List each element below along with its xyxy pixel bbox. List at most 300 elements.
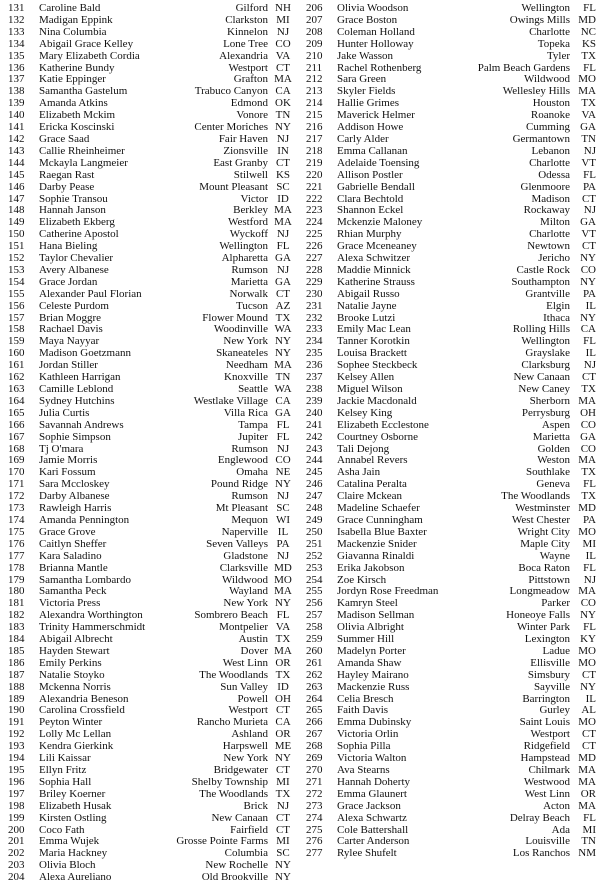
entry-city: Zionsville bbox=[223, 144, 268, 157]
entry-number: 137 bbox=[8, 73, 25, 86]
entry-number: 250 bbox=[306, 525, 323, 538]
entry-name: Giavanna Rinaldi bbox=[337, 550, 415, 562]
entry-state: OK bbox=[275, 97, 291, 110]
entry-city: Bridgewater bbox=[213, 764, 268, 776]
entry-state: GA bbox=[580, 121, 596, 134]
entry-name: Brooke Lutzi bbox=[337, 312, 396, 324]
roster-row bbox=[306, 670, 596, 682]
entry-name: Sophia Hall bbox=[39, 776, 92, 788]
entry-name: Alexa Schwitzer bbox=[337, 253, 410, 265]
entry-city: Clarksville bbox=[219, 561, 268, 574]
entry-city: Boca Raton bbox=[518, 561, 570, 574]
entry-state: FL bbox=[276, 430, 290, 443]
entry-name: Samantha Lombardo bbox=[39, 574, 131, 586]
entry-number: 231 bbox=[306, 299, 323, 312]
entry-state: NY bbox=[580, 252, 596, 265]
entry-state: CO bbox=[580, 263, 596, 276]
entry-state: PA bbox=[276, 537, 290, 550]
entry-state: CA bbox=[275, 716, 291, 729]
entry-city: Lone Tree bbox=[223, 37, 268, 50]
entry-state: MO bbox=[578, 644, 596, 657]
entry-city: Castle Rock bbox=[516, 263, 570, 276]
entry-city: Saint Louis bbox=[519, 716, 570, 729]
entry-name: Hayley Mairano bbox=[337, 669, 409, 681]
entry-number: 164 bbox=[8, 394, 25, 407]
entry-city: Lexington bbox=[524, 633, 570, 646]
entry-state: AL bbox=[581, 704, 596, 717]
entry-city: Westwood bbox=[523, 775, 570, 788]
entry-state: CA bbox=[275, 85, 291, 98]
entry-state: NJ bbox=[583, 573, 596, 586]
entry-name: Alexandra Worthington bbox=[39, 610, 143, 622]
entry-name: Kirsten Ostling bbox=[39, 812, 107, 824]
entry-state: CO bbox=[580, 418, 596, 431]
entry-number: 179 bbox=[8, 573, 25, 586]
entry-state: TX bbox=[581, 97, 596, 110]
entry-name: Callie Rheinheimer bbox=[39, 145, 125, 157]
entry-state: MA bbox=[274, 644, 292, 657]
roster-row bbox=[8, 860, 298, 872]
roster-row bbox=[306, 301, 596, 313]
entry-city: Englewood bbox=[217, 454, 268, 467]
entry-state: CT bbox=[581, 371, 596, 384]
entry-number: 225 bbox=[306, 228, 323, 241]
entry-number: 259 bbox=[306, 633, 323, 646]
roster-row bbox=[8, 420, 298, 432]
entry-name: Sara Mccloskey bbox=[39, 479, 110, 491]
entry-number: 143 bbox=[8, 144, 25, 157]
entry-number: 266 bbox=[306, 716, 323, 729]
entry-number: 189 bbox=[8, 692, 25, 705]
entry-state: GA bbox=[580, 216, 596, 229]
roster-row bbox=[306, 658, 596, 670]
entry-name: Olivia Albright bbox=[337, 622, 404, 634]
entry-city: Columbia bbox=[224, 847, 268, 860]
entry-name: Summer Hill bbox=[337, 634, 395, 646]
entry-name: Amanda Pennington bbox=[39, 514, 130, 526]
entry-number: 158 bbox=[8, 323, 25, 336]
roster-row bbox=[8, 836, 298, 848]
entry-state: OH bbox=[275, 692, 291, 705]
entry-city: Westport bbox=[530, 728, 570, 741]
roster-row bbox=[306, 682, 596, 694]
entry-state: CT bbox=[581, 728, 596, 741]
entry-number: 216 bbox=[306, 121, 323, 134]
entry-name: Grace Grove bbox=[39, 526, 96, 538]
entry-name: Victoria Press bbox=[39, 598, 101, 610]
entry-city: Rumson bbox=[231, 442, 268, 455]
entry-number: 152 bbox=[8, 252, 25, 265]
entry-number: 261 bbox=[306, 656, 323, 669]
entry-city: Rumson bbox=[231, 263, 268, 276]
entry-name: Grace Jordan bbox=[39, 276, 98, 288]
entry-number: 197 bbox=[8, 787, 25, 800]
entry-number: 215 bbox=[306, 109, 323, 122]
roster-row bbox=[8, 289, 298, 301]
entry-name: Mckayla Langmeier bbox=[39, 157, 128, 169]
entry-city: Rumson bbox=[231, 490, 268, 503]
entry-name: Jamie Morris bbox=[39, 455, 98, 467]
entry-name: Carly Alder bbox=[337, 133, 389, 145]
entry-number: 232 bbox=[306, 311, 323, 324]
entry-name: Grace Jackson bbox=[337, 800, 401, 812]
entry-name: Grace Mceneaney bbox=[337, 241, 417, 253]
entry-number: 214 bbox=[306, 97, 323, 110]
entry-city: Simsbury bbox=[527, 668, 570, 681]
roster-row bbox=[8, 182, 298, 194]
entry-number: 139 bbox=[8, 97, 25, 110]
entry-state: KY bbox=[580, 633, 596, 646]
entry-state: ID bbox=[277, 680, 289, 693]
entry-state: VA bbox=[581, 109, 596, 122]
entry-number: 202 bbox=[8, 847, 25, 860]
entry-city: Odessa bbox=[538, 168, 570, 181]
entry-name: Clara Bechtold bbox=[337, 193, 404, 205]
entry-city: Westminster bbox=[515, 502, 570, 515]
roster-row bbox=[306, 289, 596, 301]
entry-city: Woodinville bbox=[213, 323, 268, 336]
entry-name: Sophee Steckbeck bbox=[337, 360, 418, 372]
entry-state: WA bbox=[274, 383, 292, 395]
entry-number: 268 bbox=[306, 740, 323, 753]
entry-state: GA bbox=[580, 430, 596, 443]
entry-state: NJ bbox=[276, 228, 290, 241]
entry-city: Westport bbox=[228, 61, 268, 74]
entry-city: Gurley bbox=[539, 704, 570, 717]
entry-state: FL bbox=[583, 478, 596, 491]
entry-name: Natalie Jayne bbox=[337, 300, 397, 312]
entry-state: FL bbox=[583, 2, 596, 14]
entry-name: Amanda Shaw bbox=[337, 657, 402, 669]
entry-city: Brick bbox=[243, 799, 268, 812]
entry-city: Wildwood bbox=[524, 73, 570, 86]
entry-number: 194 bbox=[8, 752, 25, 765]
entry-city: Houston bbox=[532, 97, 570, 110]
entry-state: MA bbox=[578, 454, 596, 467]
entry-number: 273 bbox=[306, 799, 323, 812]
entry-city: Wellesley Hills bbox=[502, 85, 570, 98]
entry-name: Maya Nayyar bbox=[39, 336, 100, 348]
entry-city: Louisville bbox=[525, 835, 570, 848]
roster-row bbox=[8, 301, 298, 313]
entry-state: NY bbox=[275, 597, 291, 610]
entry-number: 257 bbox=[306, 609, 323, 622]
entry-number: 178 bbox=[8, 561, 25, 574]
entry-name: Victoria Walton bbox=[337, 753, 407, 765]
entry-city: Mt Pleasant bbox=[215, 502, 268, 515]
entry-number: 264 bbox=[306, 692, 323, 705]
entry-name: Emma Dubinsky bbox=[337, 717, 412, 729]
entry-city: Charlotte bbox=[529, 25, 570, 38]
entry-name: Coco Fath bbox=[39, 824, 85, 836]
entry-name: Lolly Mc Lellan bbox=[39, 729, 112, 741]
entry-state: IL bbox=[585, 549, 596, 562]
entry-state: NY bbox=[275, 335, 291, 348]
entry-state: MO bbox=[578, 656, 596, 669]
entry-number: 204 bbox=[8, 871, 25, 884]
entry-name: Taylor Chevalier bbox=[39, 253, 114, 265]
entry-city: Wyckoff bbox=[229, 228, 268, 241]
entry-name: Abigail Albrecht bbox=[39, 634, 113, 646]
entry-state: NJ bbox=[276, 549, 290, 562]
entry-name: Madison Sellman bbox=[337, 610, 415, 622]
entry-city: Mount Pleasant bbox=[199, 180, 268, 193]
entry-number: 195 bbox=[8, 764, 25, 776]
entry-number: 191 bbox=[8, 716, 25, 729]
entry-number: 233 bbox=[306, 323, 323, 336]
roster-row bbox=[306, 408, 596, 420]
entry-name: Hallie Grimes bbox=[337, 98, 400, 110]
entry-state: KS bbox=[581, 37, 596, 50]
roster-row bbox=[8, 682, 298, 694]
entry-name: Grace Saad bbox=[39, 133, 90, 145]
entry-state: CT bbox=[581, 668, 596, 681]
roster-row bbox=[306, 39, 596, 51]
entry-city: Madison bbox=[531, 192, 570, 205]
entry-number: 213 bbox=[306, 85, 323, 98]
entry-name: Sydney Hutchins bbox=[39, 395, 115, 407]
entry-city: Omaha bbox=[236, 466, 268, 479]
entry-name: Celeste Purdom bbox=[39, 300, 109, 312]
entry-city: Seattle bbox=[238, 383, 268, 395]
roster-row bbox=[8, 670, 298, 682]
entry-state: MO bbox=[578, 716, 596, 729]
entry-state: MI bbox=[582, 823, 596, 836]
entry-city: The Woodlands bbox=[199, 668, 268, 681]
entry-city: Montpelier bbox=[219, 621, 268, 634]
entry-city: Old Brookville bbox=[201, 871, 268, 884]
roster-row bbox=[8, 813, 298, 825]
entry-city: Fairfield bbox=[230, 823, 268, 836]
entry-number: 187 bbox=[8, 668, 25, 681]
entry-state: FL bbox=[583, 621, 596, 634]
entry-name: Ava Stearns bbox=[337, 765, 390, 776]
entry-city: Charlotte bbox=[529, 156, 570, 169]
entry-state: NY bbox=[580, 275, 596, 288]
entry-state: CO bbox=[580, 597, 596, 610]
entry-city: Los Ranchos bbox=[512, 847, 570, 860]
entry-name: Ericka Koscinski bbox=[39, 122, 115, 134]
entry-city: Tyler bbox=[546, 49, 570, 62]
entry-number: 245 bbox=[306, 466, 323, 479]
entry-number: 240 bbox=[306, 406, 323, 419]
roster-row bbox=[306, 51, 596, 63]
entry-city: Parker bbox=[541, 597, 570, 610]
entry-number: 230 bbox=[306, 287, 323, 300]
entry-state: MO bbox=[578, 73, 596, 86]
entry-state: TX bbox=[581, 490, 596, 503]
roster-row bbox=[8, 146, 298, 158]
entry-state: OR bbox=[580, 787, 596, 800]
entry-number: 238 bbox=[306, 383, 323, 395]
entry-state: IN bbox=[277, 144, 289, 157]
entry-city: East Granby bbox=[213, 156, 268, 169]
entry-city: Charlotte bbox=[529, 228, 570, 241]
entry-city: Hampstead bbox=[520, 752, 570, 765]
entry-number: 227 bbox=[306, 252, 323, 265]
entry-state: CO bbox=[275, 37, 291, 50]
entry-name: Catalina Peralta bbox=[337, 479, 407, 491]
entry-name: Jordyn Rose Freedman bbox=[337, 586, 439, 598]
roster-row bbox=[8, 789, 298, 801]
entry-name: Kamryn Steel bbox=[337, 598, 398, 610]
entry-number: 136 bbox=[8, 61, 25, 74]
entry-state: NY bbox=[275, 121, 291, 134]
entry-name: Rachel Rothenberg bbox=[337, 62, 422, 74]
roster-row bbox=[306, 539, 596, 551]
entry-name: Brian Moggre bbox=[39, 312, 102, 324]
entry-number: 153 bbox=[8, 263, 25, 276]
entry-number: 219 bbox=[306, 156, 323, 169]
entry-name: Mackenzie Snider bbox=[337, 538, 417, 550]
entry-name: Avery Albanese bbox=[39, 264, 109, 276]
entry-number: 151 bbox=[8, 240, 25, 253]
roster-row bbox=[306, 146, 596, 158]
entry-state: MO bbox=[578, 525, 596, 538]
entry-state: PA bbox=[582, 287, 596, 300]
entry-city: Tampa bbox=[238, 418, 268, 431]
roster-row bbox=[8, 277, 298, 289]
entry-name: Cole Battershall bbox=[337, 824, 409, 836]
entry-name: Abigail Grace Kelley bbox=[39, 38, 134, 50]
entry-name: Louisa Brackett bbox=[337, 348, 407, 360]
entry-city: Shelby Township bbox=[191, 775, 268, 788]
entry-name: Brianna Mantle bbox=[39, 562, 108, 574]
entry-name: Darby Albanese bbox=[39, 491, 110, 503]
entry-city: Wayland bbox=[229, 585, 268, 598]
entry-number: 265 bbox=[306, 704, 323, 717]
entry-city: Ladue bbox=[542, 644, 570, 657]
entry-number: 156 bbox=[8, 299, 25, 312]
entry-state: WI bbox=[275, 513, 291, 526]
entry-number: 145 bbox=[8, 168, 25, 181]
entry-number: 165 bbox=[8, 406, 25, 419]
entry-city: Aspen bbox=[541, 418, 570, 431]
entry-state: NJ bbox=[276, 132, 290, 145]
entry-state: VT bbox=[581, 156, 596, 169]
entry-city: Berkley bbox=[233, 204, 268, 217]
entry-number: 206 bbox=[306, 2, 323, 14]
entry-city: Rockaway bbox=[523, 204, 570, 217]
roster-row bbox=[8, 158, 298, 170]
entry-name: Emma Glaunert bbox=[337, 788, 407, 800]
entry-city: Westport bbox=[228, 704, 268, 717]
entry-state: FL bbox=[583, 561, 596, 574]
entry-city: Ellisville bbox=[530, 656, 570, 669]
entry-number: 226 bbox=[306, 240, 323, 253]
entry-city: Sayville bbox=[533, 680, 570, 693]
entry-city: Grosse Pointe Farms bbox=[176, 835, 268, 848]
entry-name: Briley Koerner bbox=[39, 788, 106, 800]
entry-city: Delray Beach bbox=[509, 811, 570, 824]
entry-city: Trabuco Canyon bbox=[194, 85, 268, 98]
entry-state: MD bbox=[578, 13, 596, 26]
entry-state: NJ bbox=[276, 263, 290, 276]
roster-column-right bbox=[306, 3, 596, 860]
entry-name: Hana Bieling bbox=[39, 241, 98, 253]
entry-number: 223 bbox=[306, 204, 323, 217]
entry-state: NJ bbox=[583, 204, 596, 217]
entry-number: 169 bbox=[8, 454, 25, 467]
entry-city: New Caney bbox=[518, 383, 570, 395]
entry-number: 248 bbox=[306, 502, 323, 515]
entry-state: AZ bbox=[275, 299, 291, 312]
entry-number: 220 bbox=[306, 168, 323, 181]
entry-name: Miguel Wilson bbox=[337, 384, 403, 395]
entry-state: CT bbox=[581, 240, 596, 253]
entry-number: 175 bbox=[8, 525, 25, 538]
entry-number: 235 bbox=[306, 347, 323, 360]
entry-city: Marietta bbox=[532, 430, 570, 443]
entry-number: 249 bbox=[306, 513, 323, 526]
entry-city: Wellington bbox=[521, 2, 570, 14]
roster-row bbox=[8, 563, 298, 575]
roster-row bbox=[306, 551, 596, 563]
entry-number: 177 bbox=[8, 549, 25, 562]
entry-number: 157 bbox=[8, 311, 25, 324]
entry-name: Maverick Helmer bbox=[337, 110, 415, 122]
entry-number: 237 bbox=[306, 371, 323, 384]
entry-state: MA bbox=[274, 216, 292, 229]
entry-name: Adelaide Toensing bbox=[337, 157, 420, 169]
entry-name: Caroline Bald bbox=[39, 3, 101, 14]
entry-state: CO bbox=[275, 454, 291, 467]
entry-name: Claire Mckean bbox=[337, 491, 403, 503]
entry-city: Austin bbox=[238, 633, 268, 646]
entry-city: New York bbox=[223, 335, 268, 348]
entry-city: Winter Park bbox=[516, 621, 570, 634]
entry-city: Mequon bbox=[231, 513, 268, 526]
entry-name: Alexander Paul Florian bbox=[39, 288, 142, 300]
entry-name: Caitlyn Sheffer bbox=[39, 538, 107, 550]
entry-state: VA bbox=[275, 49, 291, 62]
roster-row bbox=[8, 408, 298, 420]
entry-state: SC bbox=[276, 180, 290, 193]
entry-city: Stilwell bbox=[233, 168, 268, 181]
entry-state: FL bbox=[583, 335, 596, 348]
entry-state: VT bbox=[581, 228, 596, 241]
entry-state: MA bbox=[578, 775, 596, 788]
entry-name: Raegan Rast bbox=[39, 169, 95, 181]
entry-name: Kelsey King bbox=[337, 407, 393, 419]
entry-number: 277 bbox=[306, 847, 323, 860]
entry-city: Grafton bbox=[233, 73, 268, 86]
entry-city: Dover bbox=[240, 644, 268, 657]
entry-number: 236 bbox=[306, 359, 323, 372]
entry-number: 162 bbox=[8, 371, 25, 384]
entry-state: CT bbox=[275, 287, 291, 300]
entry-name: Shannon Eckel bbox=[337, 205, 404, 217]
roster-row bbox=[8, 551, 298, 563]
entry-number: 154 bbox=[8, 275, 25, 288]
entry-number: 272 bbox=[306, 787, 323, 800]
entry-state: FL bbox=[276, 418, 290, 431]
roster-row bbox=[306, 170, 596, 182]
entry-number: 173 bbox=[8, 502, 25, 515]
entry-state: MI bbox=[276, 775, 290, 788]
entry-number: 242 bbox=[306, 430, 323, 443]
entry-city: Fair Haven bbox=[218, 132, 268, 145]
entry-city: Jericho bbox=[538, 252, 570, 265]
entry-number: 258 bbox=[306, 621, 323, 634]
entry-state: MD bbox=[578, 752, 596, 765]
entry-state: MA bbox=[578, 764, 596, 776]
entry-city: Alexandria bbox=[219, 49, 268, 62]
entry-name: Carolina Crossfield bbox=[39, 705, 125, 717]
entry-city: Pittstown bbox=[528, 573, 570, 586]
entry-number: 217 bbox=[306, 132, 323, 145]
entry-state: CT bbox=[275, 764, 291, 776]
